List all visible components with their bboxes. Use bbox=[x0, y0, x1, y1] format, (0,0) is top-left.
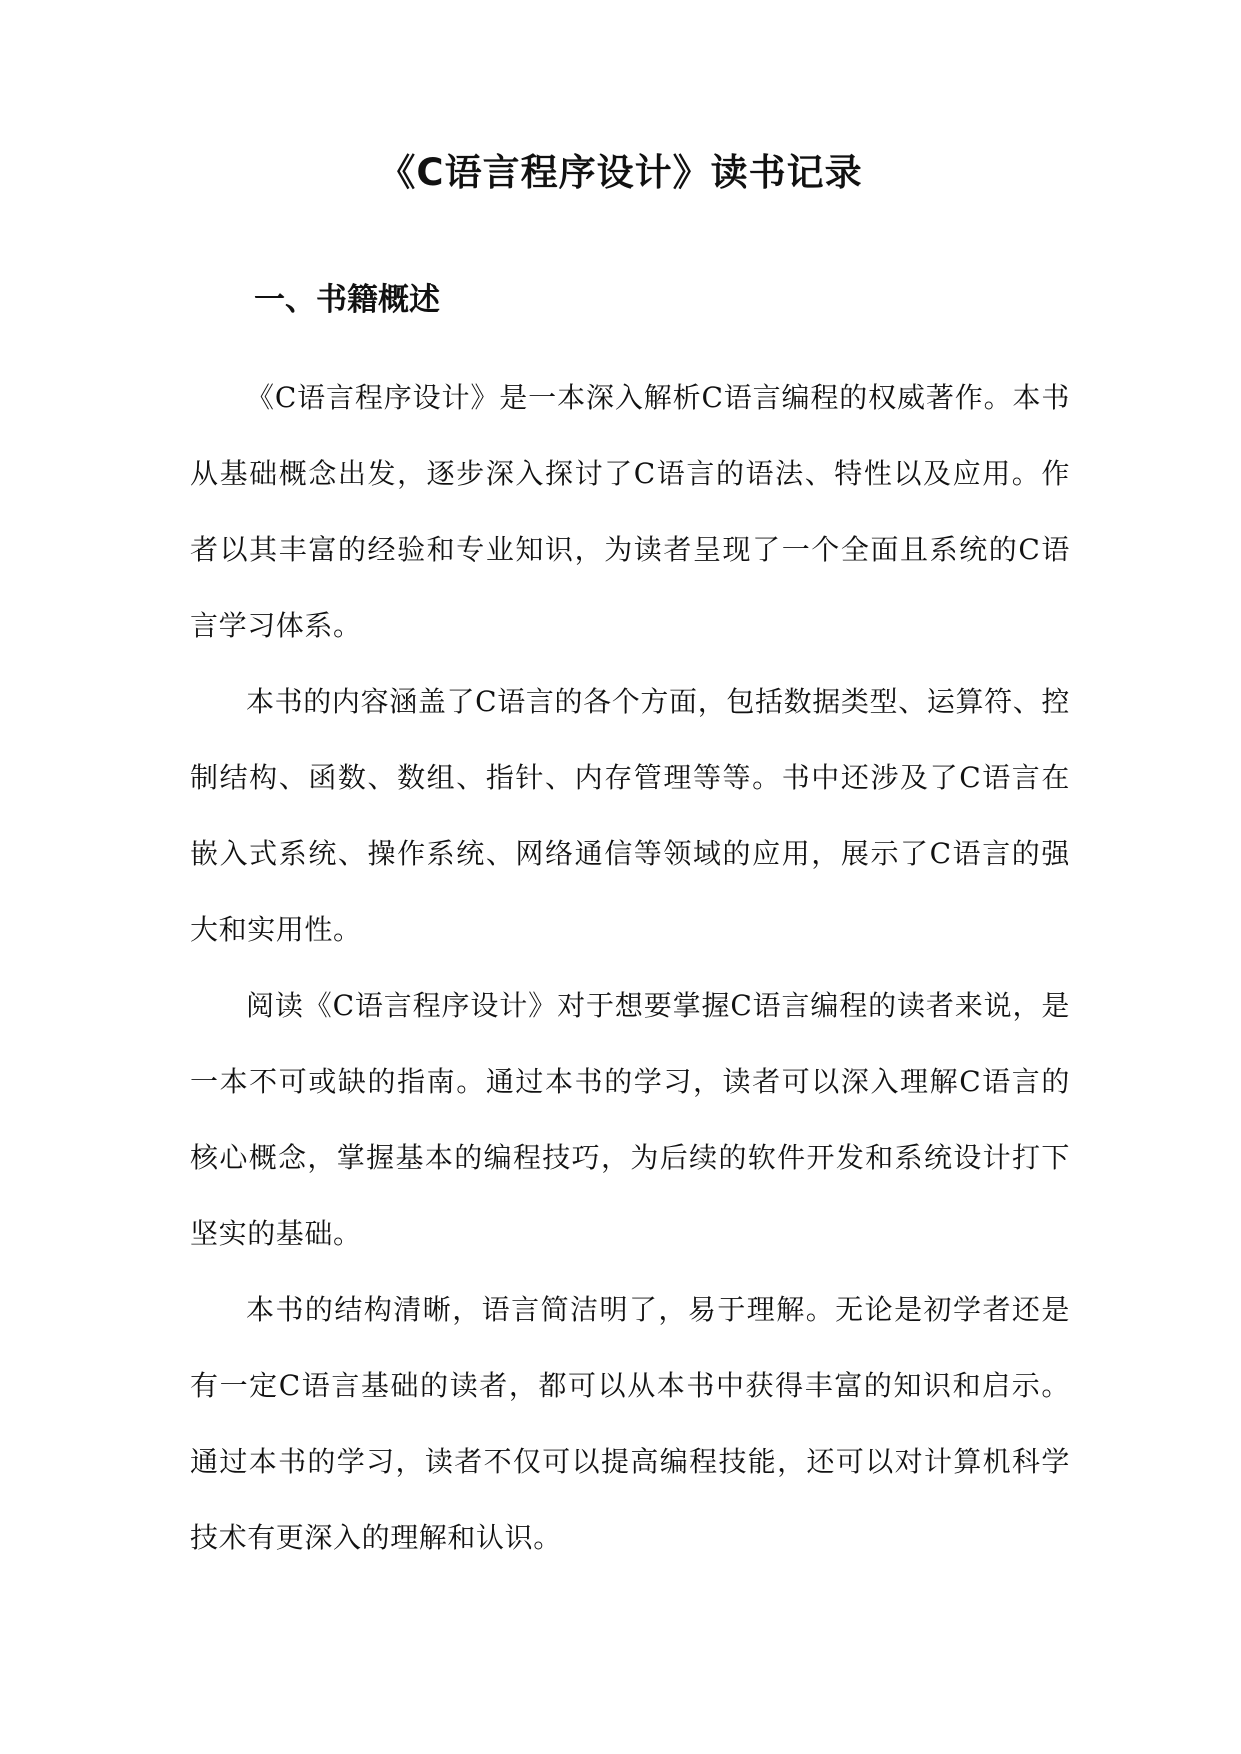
body-text bbox=[190, 360, 1070, 1576]
paragraph-2: 本书的内容涵盖了C语言的各个方面，包括数据类型、运算符、控制结构、函数、数组、指针、内存管理等等。书中还涉及了C语言在嵌入式系统、操作系统、网络通信等领域的应用，展示了C语言的强大和实用性。 bbox=[190, 685, 1070, 946]
paragraph-1: 《C语言程序设计》是一本深入解析C语言编程的权威著作。本书从基础概念出发，逐步深入探讨了C语言的语法、特性以及应用。作者以其丰富的经验和专业知识，为读者呈现了一个全面且系统的C语言学习体系。 bbox=[190, 381, 1070, 642]
document-title: 《C语言程序设计》读书记录 bbox=[378, 151, 863, 194]
section-heading: 一、书籍概述 bbox=[254, 282, 440, 318]
paragraph-4: 本书的结构清晰，语言简洁明了，易于理解。无论是初学者还是有一定C语言基础的读者，都可以从本书中获得丰富的知识和启示。通过本书的学习，读者不仅可以提高编程技能，还可以对计算机科学技术有更深入的理解和认识。 bbox=[190, 1293, 1070, 1554]
paragraph-3: 阅读《C语言程序设计》对于想要掌握C语言编程的读者来说，是一本不可或缺的指南。通过本书的学习，读者可以深入理解C语言的核心概念，掌握基本的编程技巧，为后续的软件开发和系统设计打下坚实的基础。 bbox=[190, 989, 1070, 1250]
